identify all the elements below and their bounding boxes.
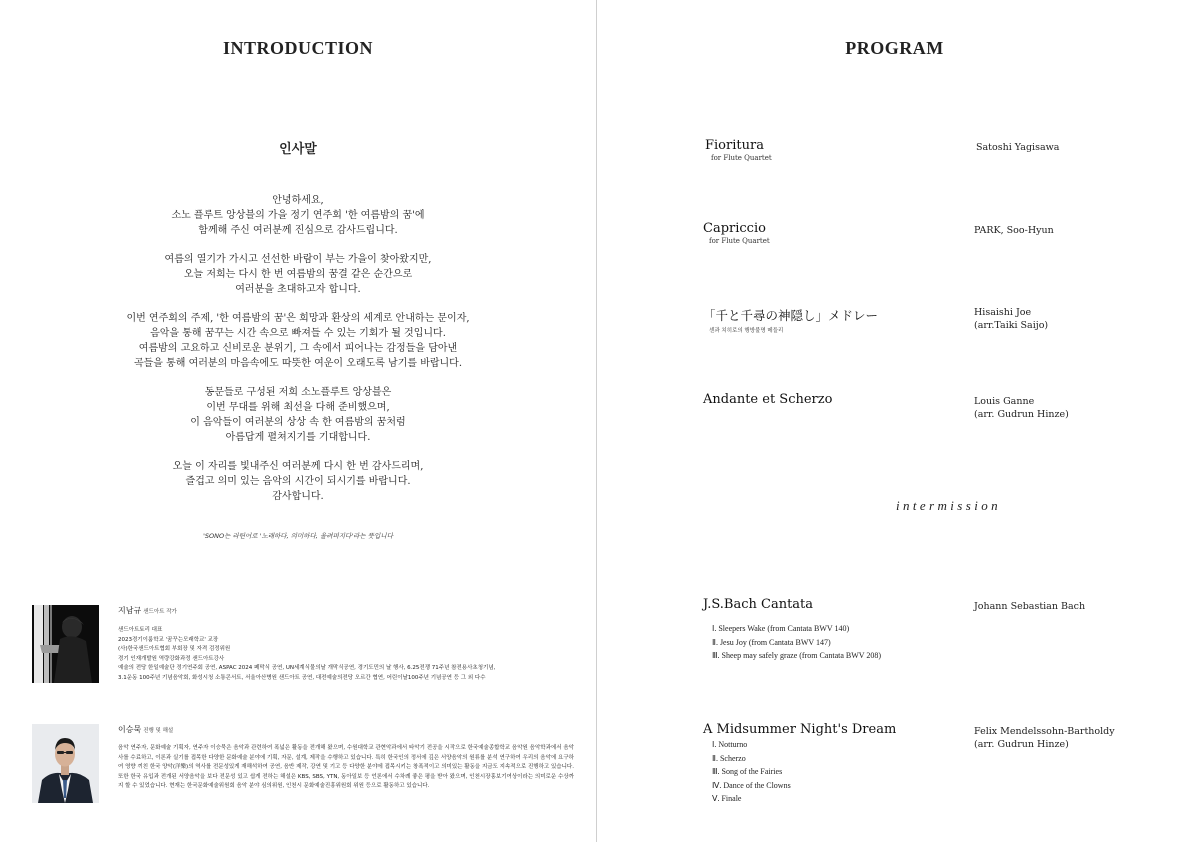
letter-line: 곡들을 통해 여러분의 마음속에도 따뜻한 여운이 오래도록 남기를 바랍니다. [133,358,463,369]
composer-line: (arr. Gudrun Hinze) [974,409,1069,420]
letter-paragraph [40,252,556,297]
bio-details [118,626,574,683]
letter-line: 소노 플루트 앙상블의 가을 정기 연주회 '한 여름밤의 꿈'에 [171,210,425,221]
bio-name-line [118,724,574,735]
letter-paragraph [40,459,556,504]
movement-item: Ⅰ. Notturno [712,740,748,749]
piece-title: Fioritura [705,138,764,153]
sono-footnote: 'SONO는 라틴어로 '노래하다, 의미하다, 울려퍼지다'라는 뜻입니다 [203,532,393,540]
piece-composer [974,395,1069,421]
piece-subtitle: for Flute Quartet [711,154,772,162]
letter-line: 이번 연주회의 주제, '한 여름밤의 꿈'은 희망과 환상의 세계로 안내하는 문이자, [126,313,470,324]
piece-title: 「千と千尋の神隠し」メドレー [703,308,879,323]
greeting-title: 인사말 [279,142,317,157]
letter-line: 아름답게 펼쳐지기를 기대합니다. [225,432,371,443]
piece-title: Capriccio [703,221,766,236]
piece-title: Andante et Scherzo [703,392,833,407]
program-piece [705,722,1175,806]
program-heading: PROGRAM [845,38,944,58]
letter-line: 이번 무대를 위해 최선을 다해 준비했으며, [206,402,390,413]
bio-name-line [118,605,574,616]
letter-line: 여러분을 초대하고자 합니다. [235,284,361,295]
letter-line: 여름의 열기가 가시고 선선한 바람이 부는 가을이 찾아왔지만, [164,254,432,265]
host-text [118,724,574,792]
composer-line: Hisaishi Joe [974,307,1032,318]
piece-composer [976,141,1059,154]
piece-composer [974,725,1115,751]
bio-role: 진행 및 해설 [143,728,174,734]
movement-item: Ⅲ. Song of the Fairies [712,767,783,776]
composer-line: PARK, Soo-Hyun [974,225,1054,236]
letter-line: 여름밤의 고요하고 신비로운 분위기, 그 속에서 피어나는 감정들을 담아낸 [138,343,458,354]
bio-detail-line: 3.1운동 100주년 기념음악회, 화성시청 소통콘서트, 서울아산병원 샌드아트 공연, 대전예술의전당 오르간 협연, 어린이날100주년 기념공연 등 그 외 다수 [118,674,486,681]
movement-item: Ⅱ. Scherzo [712,753,746,763]
composer-line: Johann Sebastian Bach [974,601,1086,612]
movement-item: Ⅴ. Finale [712,794,742,803]
letter-line: 오늘 이 자리를 빛내주신 여러분께 다시 한 번 감사드리며, [172,461,424,472]
bio-sand-artist [32,605,572,685]
letter-line: 음악을 통해 꿈꾸는 시간 속으로 빠져들 수 있는 기회가 될 것입니다. [150,328,446,339]
introduction-heading: INTRODUCTION [222,38,374,58]
letter-paragraph [40,193,556,238]
movement-item: Ⅲ. Sheep may safely graze (from Cantata BWV 208) [712,651,882,660]
composer-line: Louis Ganne [974,396,1035,407]
movement-item: Ⅰ. Sleepers Wake (from Cantata BWV 140) [712,624,850,633]
letter-line: 감사합니다. [272,491,324,502]
bio-name: 이승묵 [118,725,142,734]
intermission-label: intermission [895,498,1002,513]
piece-composer [974,306,1048,332]
sand-artist-text [118,605,574,683]
bio-detail-line: 샌드아트토리 대표 [118,627,163,633]
host-photo [32,724,99,803]
letter-line: 함께해 주신 여러분께 진심으로 감사드립니다. [198,225,398,236]
movement-list [712,622,1175,663]
bio-detail-line: 경기 인재개발원 역량강화과정 샌드아트강사 [118,655,225,662]
movement-item: Ⅳ. Dance of the Clowns [712,780,791,790]
piece-subtitle: for Flute Quartet [709,237,770,245]
movement-item: Ⅱ. Jesu Joy (from Cantata BWV 147) [712,637,831,647]
bio-detail-line: 예술의 전당 한일예술단 정기연주회 공연, ASPAC 2024 폐막식 공연, UN세계식물의날 개막식공연, 경기도민의 날 행사, 6.25전쟁 71주년 참전용사초청기념, [118,665,496,671]
bio-role: 샌드아트 작가 [143,609,177,615]
letter-line: 동문들로 구성된 저희 소노플루트 앙상블은 [204,387,392,398]
piece-title: A Midsummer Night's Dream [703,722,897,737]
bio-name: 지남규 [118,606,142,615]
piece-title: J.S.Bach Cantata [703,597,814,612]
letter-paragraph [40,311,556,371]
bio-paragraph: 음악 연주자, 문화예술 기획자, 연주자 이승묵은 음악과 관련하여 폭넓은 활동을 전개해 왔으며, 수원대학교 관현악과에서 타악기 전공을 시작으로 한국예술종합학교 음악원 음악학과에서 음악사를 수료하고, 이론과 실기를 접목한 다양한 문화예술 분야에 기획, 자문, 설계, 제작을 수행하고 있습니다. 특히 한국인의 정서에 깊은 서양음악의 원류를 분석 연구하여 우리의 음악에 요구하여 영향 끼친 한국 양악(洋樂)의 역사를 전문성있게 재해석하여 공연, 음반 제작, 강연 및 기고 등 다양한 분야에 접목시키는 창폭적이고 의미있는 활동을 지금도 지속적으로 진행하고 있습니다. 또한 한국 유입과 전개된 서양음악을 보다 전문성 있고 쉽게 전하는 해설은 KBS, SBS, YTN, 동아일보 등 언론에서 수차례 좋은 평을 받아 왔으며, 인천시장홍보기여상이라는 의미로운 수상까지 할 수 있었습니다. 현재는 한국문화예술위원회 음악 분야 심의위원, 인천시 문화예술진흥위원회 위원 등으로 활동하고 있습니다. [118,745,574,789]
composer-line: (arr. Gudrun Hinze) [974,739,1069,750]
program-piece [703,392,1175,420]
program-page [597,0,1192,842]
letter-line: 안녕하세요, [272,195,324,206]
program-piece [705,306,1175,334]
composer-line: Satoshi Yagisawa [976,142,1060,153]
bio-detail-line: 2023경기이룸학교 '꿈꾸는모래학교' 교장 [118,636,219,643]
letter-line: 이 음악들이 여러분의 상상 속 한 여름밤의 꿈처럼 [190,417,406,428]
letter-line: 즐겁고 의미 있는 음악의 시간이 되시기를 바랍니다. [185,476,411,487]
program-piece [705,138,1175,162]
bio-host [32,724,572,808]
letter-line: 오늘 저희는 다시 한 번 여름밤의 꿈결 같은 순간으로 [183,269,413,280]
composer-line: Felix Mendelssohn-Bartholdy [974,726,1115,737]
piece-composer [974,600,1085,613]
piece-subtitle: 센과 치히로의 행방불명 메들리 [709,328,784,334]
program-piece [705,221,1175,245]
piece-composer [974,224,1054,237]
greeting-letter [40,193,556,518]
sand-artist-photo [32,605,99,683]
bio-detail-line: (사)한국샌드아트협회 부회장 및 자격 검정위원 [118,646,231,652]
program-piece [705,597,1175,663]
letter-paragraph [40,385,556,445]
composer-line: (arr.Taiki Saijo) [974,320,1049,331]
